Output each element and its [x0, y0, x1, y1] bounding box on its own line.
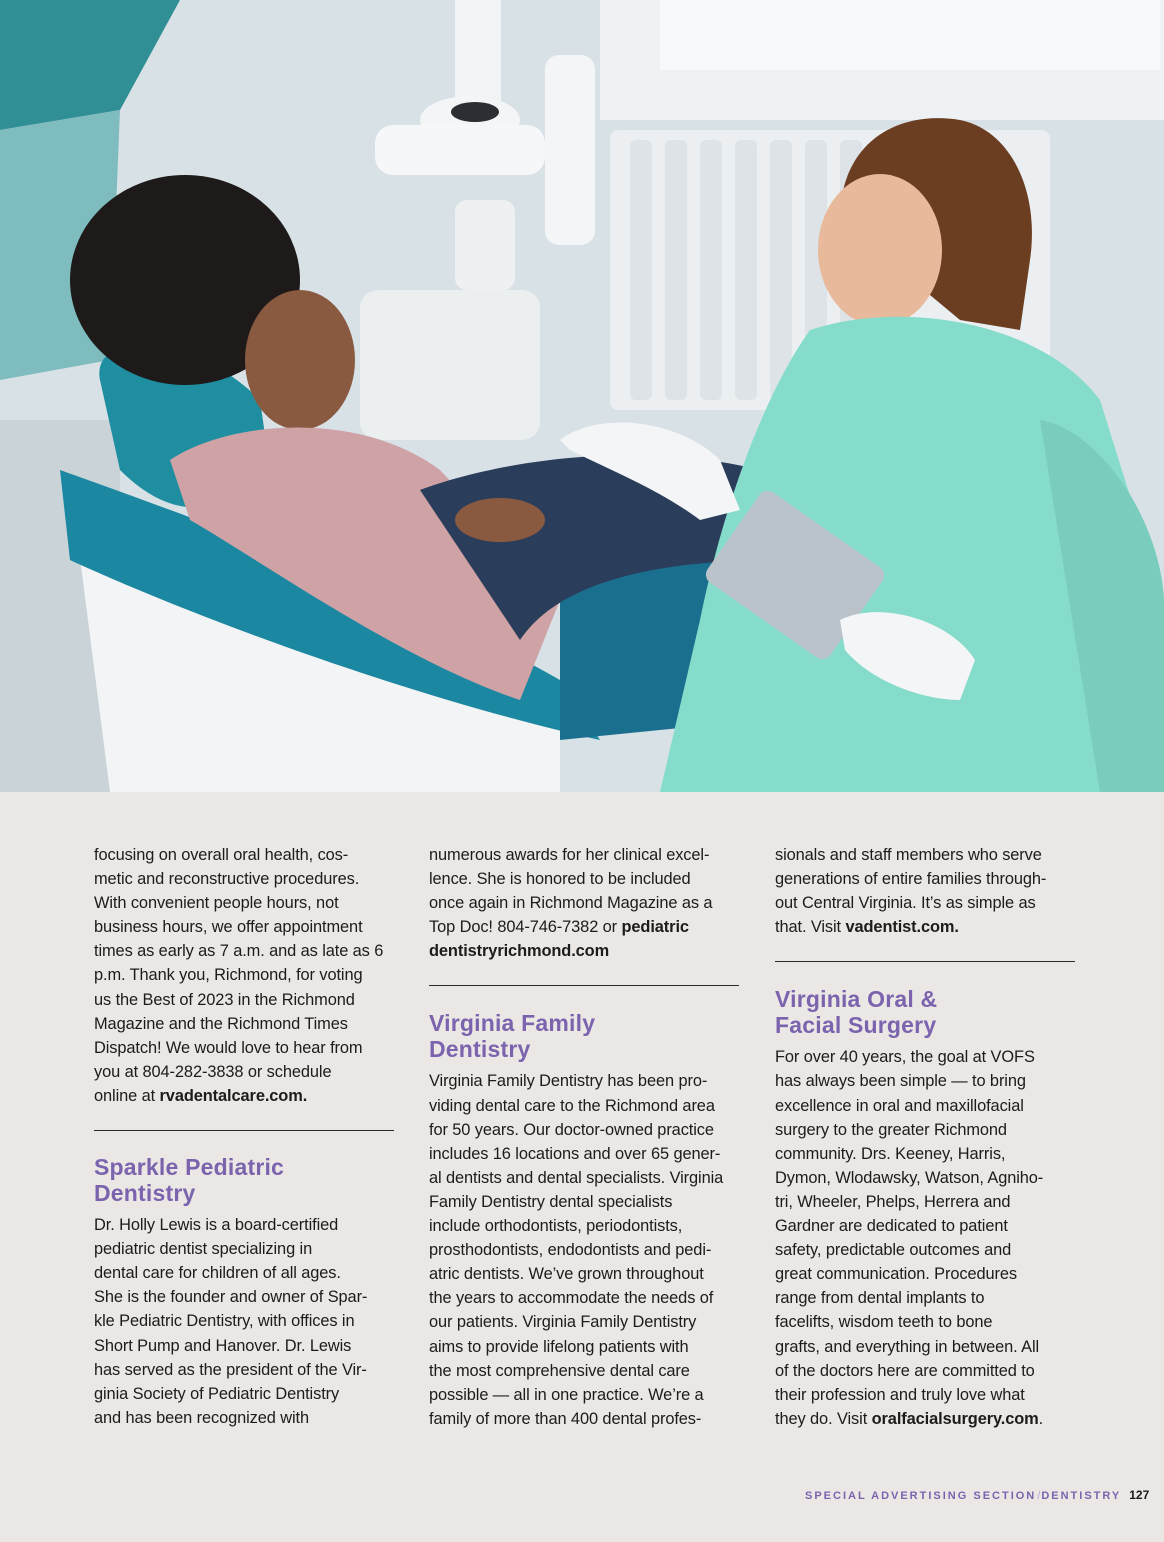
section-label: SPECIAL ADVERTISING SECTION: [805, 1490, 1037, 1502]
pediatricdentistryrichmond-link[interactable]: pediatric dentistryrichmond.com: [429, 918, 689, 961]
vadentist-link[interactable]: vadentist.com.: [845, 918, 959, 937]
rva-dental-paragraph: [94, 843, 394, 1108]
vfd-continued-paragraph: [775, 843, 1075, 939]
oralfacialsurgery-link[interactable]: oralfacialsurgery.com: [871, 1409, 1039, 1428]
page-number: 127: [1129, 1488, 1150, 1502]
divider: [94, 1130, 394, 1131]
virginia-oral-facial-text: For over 40 years, the goal at VOFS has always been simple — to bring excellence in oral and maxillofacial surgery to the greater Richmond community. Drs. Keeney, Harris, Dymon, Wlodawsky, Watson, Agniho- tri, Wheeler, Phelps, Herrera and Gardner are dedicated to patient safety, predictable outcomes and great communication. Procedures range from dental implants to facelifts, wisdom teeth to bone grafts, and everything in between. All of the doctors here are committed to their profession and truly love what they do. Visit: [775, 1048, 1044, 1428]
virginia-family-dentistry-heading: Virginia Family Dentistry: [429, 1010, 596, 1063]
sparkle-continued-text: numerous awards for her clinical excel- lence. She is honored to be included once again in Richmond Magazine as a Top Doc! 804-746-7382 or: [429, 846, 713, 937]
footer-separator: /: [1037, 1490, 1041, 1502]
topic-label: DENTISTRY: [1041, 1490, 1122, 1502]
virginia-oral-facial-heading: Virginia Oral & Facial Surgery: [775, 986, 938, 1039]
page-footer: [805, 1488, 1150, 1502]
vfd-continued-text: sionals and staff members who serve generations of entire families through- out Central Virginia. It’s as simple as that. Visit: [775, 846, 1047, 937]
divider: [429, 985, 739, 986]
period: .: [1038, 1409, 1044, 1428]
rva-dental-text: focusing on overall oral health, cos- metic and reconstructive procedures. With convenient people hours, not business hours, we offer appointment times as early as 7 a.m. and as late as 6 p.m. Thank you, Richmond, for voting us the Best of 2023 in the Richmond Magazine and the Richmond Times Dispatch! We would love to hear from you at 804-282-3838 or schedule online at: [94, 846, 384, 1105]
column-1: [94, 843, 394, 1430]
column-2: [429, 843, 739, 1431]
rvadentalcare-link[interactable]: rvadentalcare.com.: [159, 1086, 308, 1105]
divider: [775, 961, 1075, 962]
virginia-family-dentistry-text: Virginia Family Dentistry has been pro- viding dental care to the Richmond area for 50 years. Our doctor-owned practice includes 16 locations and over 65 gener- al dentists and dental specialists. Virginia Family Dentistry dental specialists include orthodontists, periodontists, prosthodontists, endodontists and pedi- atric dentists. We’ve grown throughout the years to accommodate the needs of our patients. Virginia Family Dentistry aims to provide lifelong patients with the most comprehensive dental care possible — all in one practice. We’re a family of more than 400 dental profes-: [429, 1072, 724, 1428]
sparkle-pediatric-text: Dr. Holly Lewis is a board-certified pediatric dentist specializing in dental care for children of all ages. She is the founder and owner of Spar- kle Pediatric Dentistry, with offices in Short Pump and Hanover. Dr. Lewis has served as the president of the Vir- ginia Society of Pediatric Dentistry and has been recognized with: [94, 1216, 368, 1427]
column-3: [775, 843, 1075, 1431]
sparkle-continued-paragraph: [429, 843, 739, 963]
sparkle-pediatric-heading: Sparkle Pediatric Dentistry: [94, 1154, 285, 1207]
virginia-oral-facial-paragraph: [775, 1045, 1075, 1431]
